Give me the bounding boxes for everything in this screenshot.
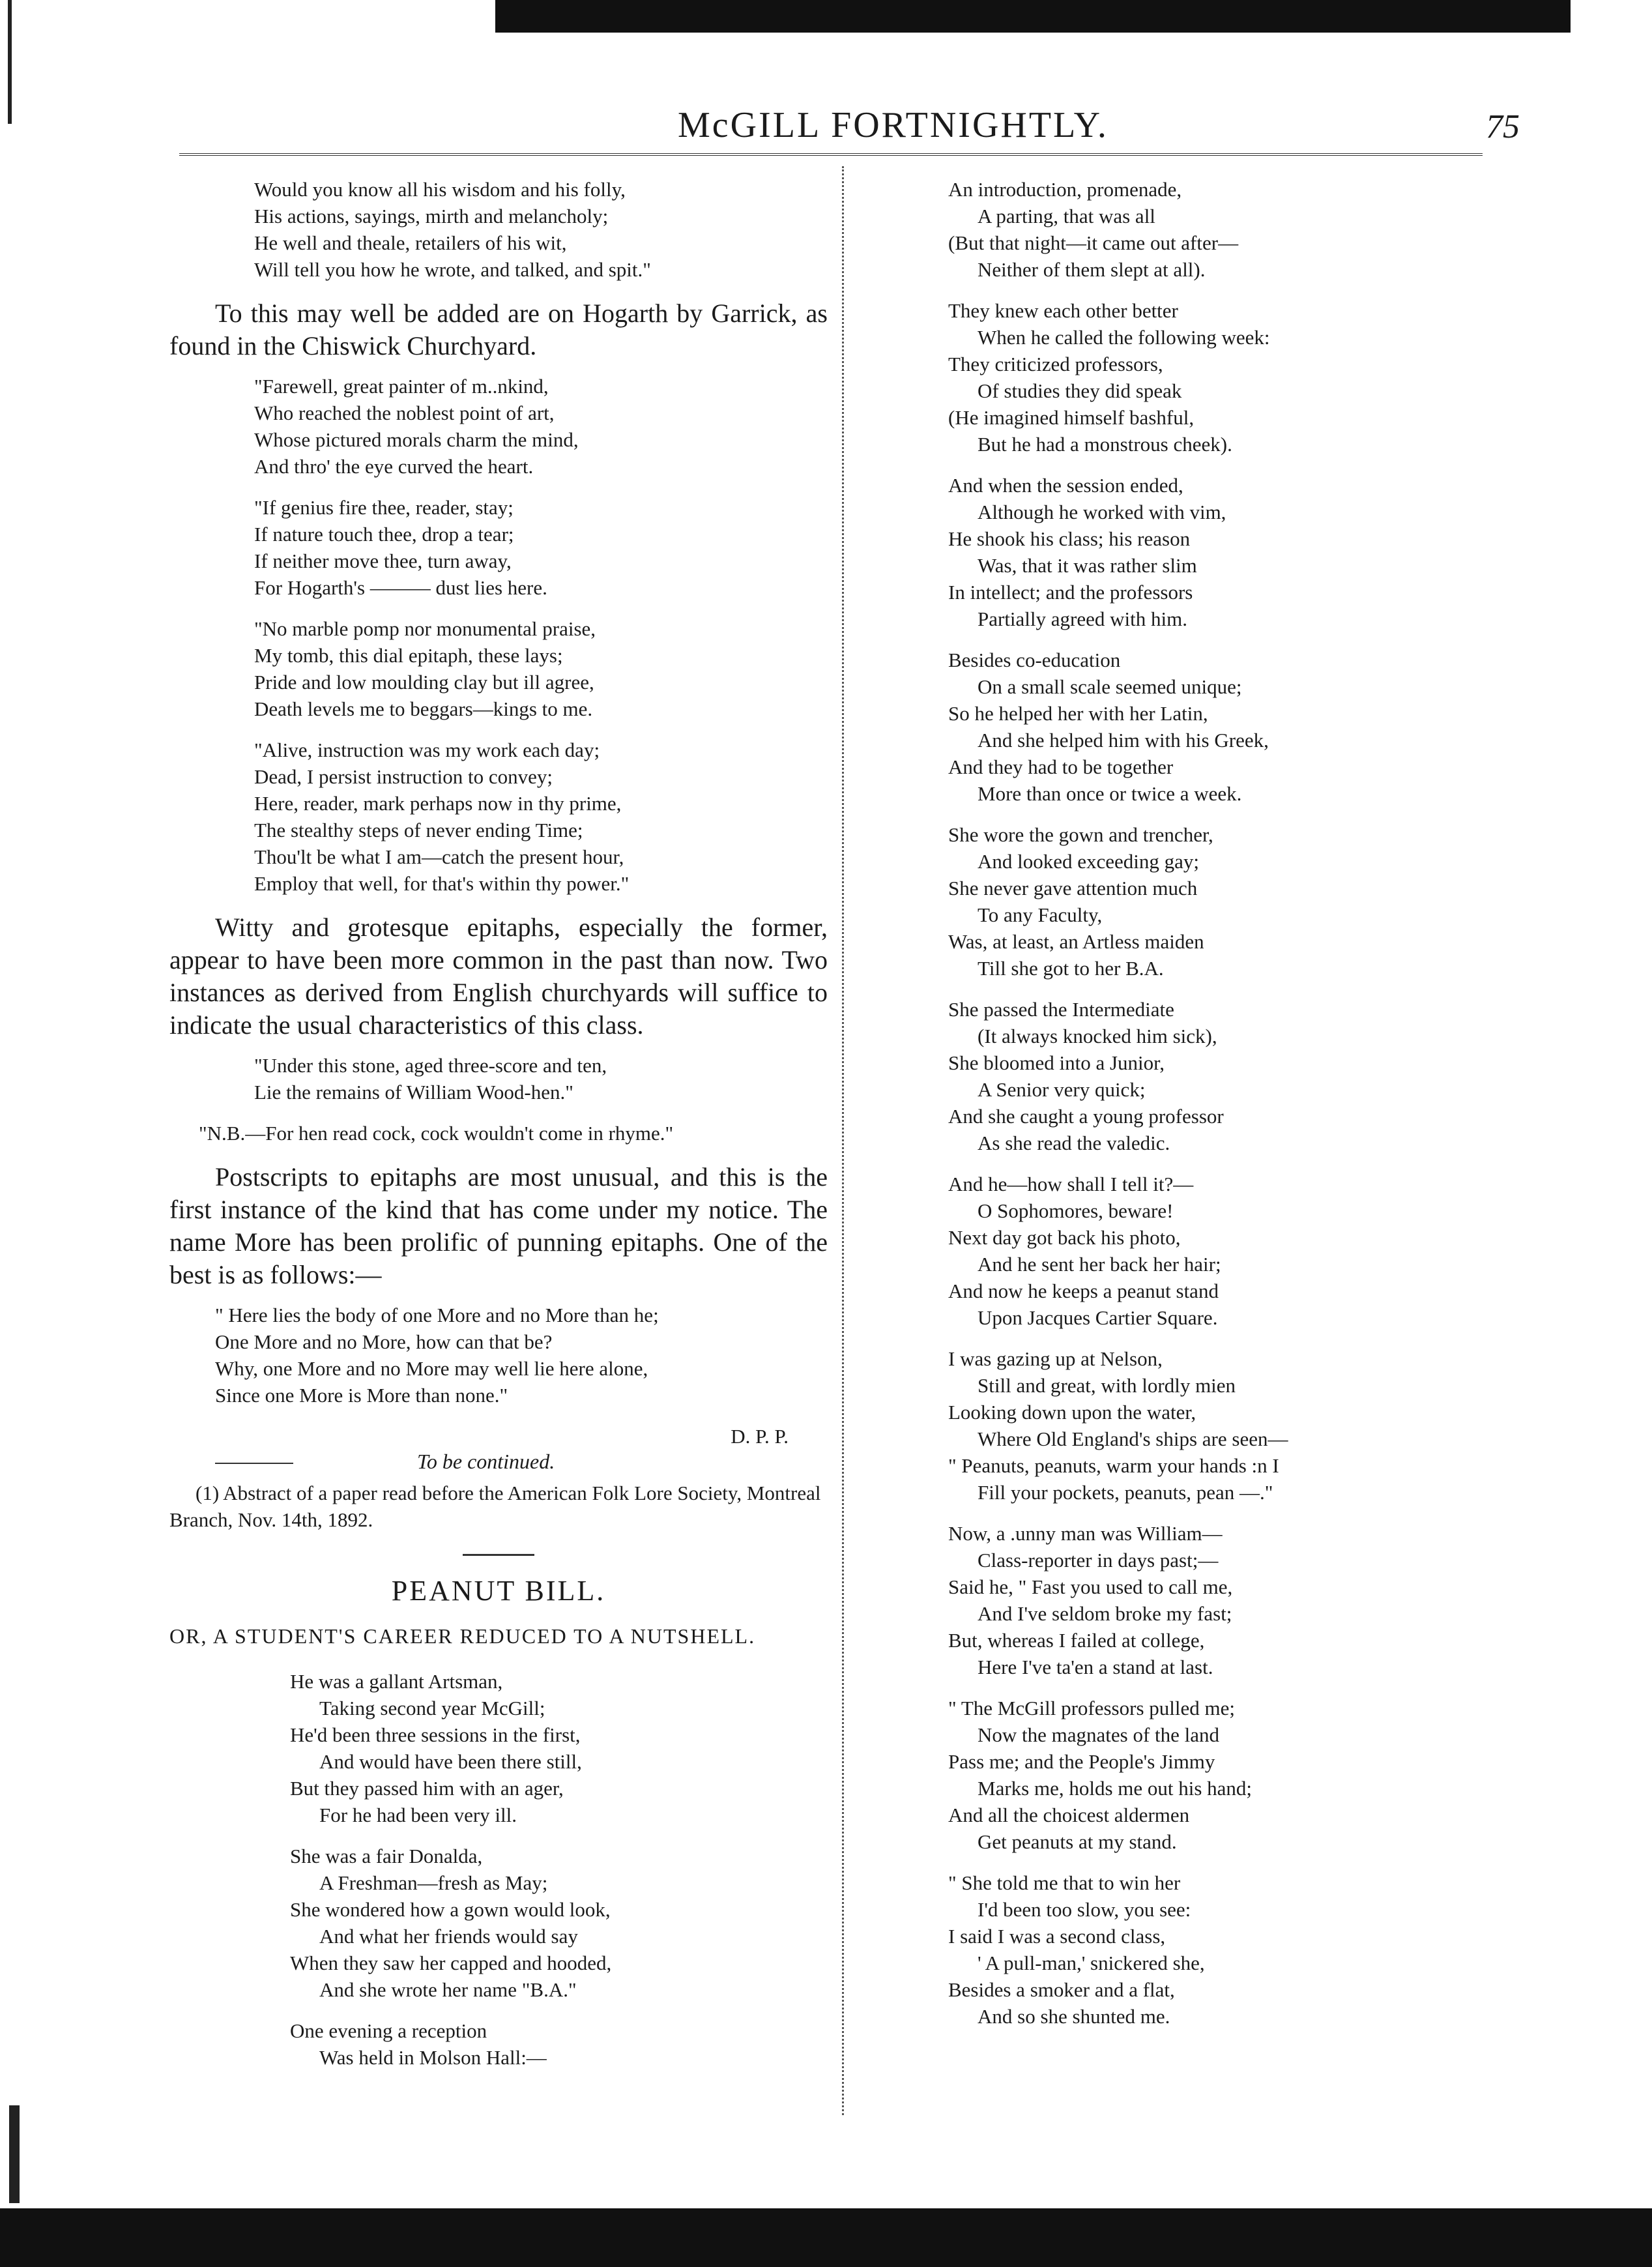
verse-line: Partially agreed with him. bbox=[978, 607, 1187, 630]
verse-line: (It always knocked him sick), bbox=[978, 1025, 1217, 1047]
verse-line: An introduction, promenade, bbox=[948, 178, 1182, 201]
verse-line: As she read the valedic. bbox=[978, 1132, 1170, 1154]
nb-line: "N.B.—For hen read cock, cock wouldn't come in rhyme." bbox=[199, 1122, 674, 1145]
verse-line: But, whereas I failed at college, bbox=[948, 1629, 1205, 1652]
nb-note bbox=[169, 1120, 828, 1147]
poem-stanza bbox=[948, 1171, 1509, 1331]
poem-stanza bbox=[948, 1520, 1509, 1680]
verse-line: And so she shunted me. bbox=[978, 2005, 1170, 2028]
verse-line: Here, reader, mark perhaps now in thy prime, bbox=[254, 792, 622, 815]
verse-line: And she helped him with his Greek, bbox=[978, 729, 1269, 752]
section-subtitle: OR, A STUDENT'S CAREER REDUCED TO A NUTSHELL. bbox=[169, 1624, 756, 1648]
hogarth-stanza bbox=[169, 494, 828, 601]
woodhen-stanza bbox=[169, 1052, 828, 1105]
verse-line: Till she got to her B.A. bbox=[978, 957, 1164, 980]
short-rule bbox=[215, 1463, 293, 1464]
verse-line: " The McGill professors pulled me; bbox=[948, 1697, 1235, 1719]
verse-line: Said he, " Fast you used to call me, bbox=[948, 1575, 1233, 1598]
verse-line: One More and no More, how can that be? bbox=[215, 1330, 553, 1353]
hogarth-stanza bbox=[169, 615, 828, 722]
bottom-scan-bar bbox=[0, 2208, 1652, 2267]
verse-line: " Peanuts, peanuts, warm your hands :n I bbox=[948, 1454, 1279, 1477]
verse-line: And when the session ended, bbox=[948, 474, 1183, 497]
verse-line: Since one More is More than none." bbox=[215, 1384, 508, 1407]
more-stanza bbox=[169, 1302, 828, 1409]
poem-stanza bbox=[948, 996, 1509, 1156]
verse-line: ' A pull-man,' snickered she, bbox=[978, 1952, 1205, 1974]
verse-line: Fill your pockets, peanuts, pean —." bbox=[978, 1481, 1273, 1504]
verse-line: She never gave attention much bbox=[948, 877, 1198, 899]
verse-line: Was held in Molson Hall:— bbox=[319, 2046, 547, 2069]
verse-line: She was a fair Donalda, bbox=[290, 1845, 483, 1867]
verse-line: And all the choicest aldermen bbox=[948, 1804, 1190, 1826]
top-scan-bar bbox=[495, 0, 1571, 33]
poem-stanza bbox=[948, 472, 1509, 632]
verse-line: Now, a .unny man was William— bbox=[948, 1522, 1223, 1545]
prose-paragraph: To this may well be added are on Hogarth by Garrick, as found in the Chiswick Churchyard. bbox=[169, 299, 828, 360]
verse-line: And they had to be together bbox=[948, 755, 1174, 778]
verse-line: And he—how shall I tell it?— bbox=[948, 1173, 1194, 1195]
verse-line: I'd been too slow, you see: bbox=[978, 1898, 1191, 1921]
verse-line: "Under this stone, aged three-score and ten, bbox=[254, 1054, 607, 1077]
right-column bbox=[948, 176, 1509, 2044]
verse-line: Would you know all his wisdom and his folly, bbox=[254, 178, 626, 201]
verse-line: A parting, that was all bbox=[978, 205, 1155, 227]
verse-line: "If genius fire thee, reader, stay; bbox=[254, 496, 514, 519]
verse-line: Upon Jacques Cartier Square. bbox=[978, 1306, 1218, 1329]
verse-line: Of studies they did speak bbox=[978, 379, 1182, 402]
verse-line: Was, at least, an Artless maiden bbox=[948, 930, 1204, 953]
verse-line: Now the magnates of the land bbox=[978, 1723, 1220, 1746]
verse-line: Employ that well, for that's within thy power." bbox=[254, 872, 630, 895]
verse-line: My tomb, this dial epitaph, these lays; bbox=[254, 644, 563, 667]
verse-line: They criticized professors, bbox=[948, 353, 1163, 375]
verse-line: Pass me; and the People's Jimmy bbox=[948, 1750, 1215, 1773]
verse-line: Lie the remains of William Wood-hen." bbox=[254, 1081, 573, 1104]
verse-line: Whose pictured morals charm the mind, bbox=[254, 428, 579, 451]
prose-paragraph: Witty and grotesque epitaphs, especially the former, appear to have been more common in the past than now. Two instances as derived from English churchyards will suffice to indicate the usual characteristics of this class. bbox=[169, 913, 828, 1040]
prose-paragraph: Postscripts to epitaphs are most unusual, and this is the first instance of the kind that has come under my notice. The name More has been prolific of punning epitaphs. One of the best is as follows:— bbox=[169, 1162, 828, 1289]
verse-line: O Sophomores, beware! bbox=[978, 1199, 1174, 1222]
verse-line: She bloomed into a Junior, bbox=[948, 1051, 1165, 1074]
verse-line: " Here lies the body of one More and no More than he; bbox=[215, 1304, 659, 1326]
page-number: 75 bbox=[1486, 108, 1520, 145]
verse-top bbox=[169, 176, 828, 283]
page-header-title: McGILL FORTNIGHTLY. bbox=[678, 105, 1109, 145]
verse-line: Will tell you how he wrote, and talked, and spit." bbox=[254, 258, 651, 281]
verse-line: On a small scale seemed unique; bbox=[978, 675, 1242, 698]
verse-line: Death levels me to beggars—kings to me. bbox=[254, 697, 593, 720]
verse-line: His actions, sayings, mirth and melancholy; bbox=[254, 205, 609, 227]
to-be-continued: To be continued. bbox=[417, 1450, 555, 1473]
verse-line: I was gazing up at Nelson, bbox=[948, 1347, 1163, 1370]
hogarth-stanza bbox=[169, 373, 828, 480]
verse-line: Besides a smoker and a flat, bbox=[948, 1978, 1175, 2001]
verse-line: And now he keeps a peanut stand bbox=[948, 1280, 1219, 1302]
verse-line: Besides co-education bbox=[948, 649, 1121, 671]
verse-line: Thou'lt be what I am—catch the present hour, bbox=[254, 845, 624, 868]
verse-line: A Senior very quick; bbox=[978, 1078, 1146, 1101]
verse-line: Class-reporter in days past;— bbox=[978, 1549, 1219, 1572]
verse-line: And he sent her back her hair; bbox=[978, 1253, 1221, 1276]
verse-line: Here I've ta'en a stand at last. bbox=[978, 1656, 1213, 1678]
verse-line: (He imagined himself bashful, bbox=[948, 406, 1195, 429]
poem-stanza bbox=[948, 1869, 1509, 2030]
verse-line: The stealthy steps of never ending Time; bbox=[254, 819, 583, 841]
verse-line: Neither of them slept at all). bbox=[978, 258, 1206, 281]
verse-line: When he called the following week: bbox=[978, 326, 1270, 349]
verse-line: And what her friends would say bbox=[319, 1925, 578, 1948]
header-rule bbox=[179, 153, 1483, 156]
verse-line: Although he worked with vim, bbox=[978, 501, 1226, 523]
verse-line: "No marble pomp nor monumental praise, bbox=[254, 617, 596, 640]
verse-line: Was, that it was rather slim bbox=[978, 554, 1197, 577]
verse-line: And looked exceeding gay; bbox=[978, 850, 1200, 873]
verse-line: Taking second year McGill; bbox=[319, 1697, 545, 1719]
verse-line: If nature touch thee, drop a tear; bbox=[254, 523, 514, 546]
poem-stanza bbox=[948, 1695, 1509, 1855]
verse-line: I said I was a second class, bbox=[948, 1925, 1166, 1948]
verse-line: And thro' the eye curved the heart. bbox=[254, 455, 534, 478]
verse-line: "Alive, instruction was my work each day; bbox=[254, 739, 600, 761]
author-signature: D. P. P. bbox=[731, 1425, 789, 1448]
verse-line: For Hogarth's ——— dust lies here. bbox=[254, 576, 547, 599]
verse-line: Pride and low moulding clay but ill agree, bbox=[254, 671, 594, 694]
verse-line: If neither move thee, turn away, bbox=[254, 549, 512, 572]
footnote: (1) Abstract of a paper read before the American Folk Lore Society, Montreal Branch, Nov. 14th, 1892. bbox=[169, 1482, 821, 1531]
verse-line: And I've seldom broke my fast; bbox=[978, 1602, 1232, 1625]
verse-line: A Freshman—fresh as May; bbox=[319, 1871, 548, 1894]
left-scan-mark bbox=[8, 0, 12, 124]
poem-stanza bbox=[948, 297, 1509, 458]
verse-line: But he had a monstrous cheek). bbox=[978, 433, 1232, 456]
verse-line: In intellect; and the professors bbox=[948, 581, 1193, 604]
section-title: PEANUT BILL. bbox=[391, 1575, 606, 1607]
poem-stanza bbox=[948, 1345, 1509, 1506]
verse-line: When they saw her capped and hooded, bbox=[290, 1952, 612, 1974]
verse-line: She wondered how a gown would look, bbox=[290, 1898, 611, 1921]
verse-line: To any Faculty, bbox=[978, 903, 1103, 926]
peanut-stanza bbox=[169, 1843, 828, 2003]
verse-line: One evening a reception bbox=[290, 2019, 487, 2042]
verse-line: Who reached the noblest point of art, bbox=[254, 402, 555, 424]
verse-line: And she wrote her name "B.A." bbox=[319, 1978, 577, 2001]
verse-line: Next day got back his photo, bbox=[948, 1226, 1181, 1249]
verse-line: And would have been there still, bbox=[319, 1750, 582, 1773]
verse-line: Still and great, with lordly mien bbox=[978, 1374, 1236, 1397]
peanut-stanza bbox=[169, 2017, 828, 2071]
verse-line: "Farewell, great painter of m..nkind, bbox=[254, 375, 549, 398]
verse-line: Get peanuts at my stand. bbox=[978, 1830, 1177, 1853]
poem-stanza bbox=[948, 821, 1509, 982]
verse-line: Looking down upon the water, bbox=[948, 1401, 1196, 1424]
hogarth-stanza bbox=[169, 737, 828, 897]
verse-line: She passed the Intermediate bbox=[948, 998, 1174, 1021]
left-column bbox=[169, 176, 828, 2085]
verse-line: But they passed him with an ager, bbox=[290, 1777, 564, 1800]
section-rule bbox=[463, 1554, 534, 1556]
verse-line: He was a gallant Artsman, bbox=[290, 1670, 503, 1693]
verse-line: So he helped her with her Latin, bbox=[948, 702, 1208, 725]
verse-line: For he had been very ill. bbox=[319, 1804, 517, 1826]
verse-line: She wore the gown and trencher, bbox=[948, 823, 1213, 846]
poem-stanza bbox=[948, 176, 1509, 283]
verse-line: They knew each other better bbox=[948, 299, 1178, 322]
verse-line: He well and theale, retailers of his wit, bbox=[254, 231, 567, 254]
verse-line: " She told me that to win her bbox=[948, 1871, 1181, 1894]
verse-line: (But that night—it came out after— bbox=[948, 231, 1239, 254]
poem-stanza bbox=[948, 647, 1509, 807]
to-be-continued-row bbox=[169, 1450, 828, 1478]
left-scan-mark-bottom bbox=[9, 2105, 20, 2203]
verse-line: He shook his class; his reason bbox=[948, 527, 1191, 550]
verse-line: Dead, I persist instruction to convey; bbox=[254, 765, 553, 788]
verse-line: He'd been three sessions in the first, bbox=[290, 1723, 581, 1746]
column-divider bbox=[842, 166, 844, 2115]
verse-line: And she caught a young professor bbox=[948, 1105, 1224, 1128]
peanut-stanza bbox=[169, 1668, 828, 1828]
verse-line: Why, one More and no More may well lie here alone, bbox=[215, 1357, 648, 1380]
verse-line: More than once or twice a week. bbox=[978, 782, 1242, 805]
verse-line: Where Old England's ships are seen— bbox=[978, 1427, 1288, 1450]
verse-line: Marks me, holds me out his hand; bbox=[978, 1777, 1253, 1800]
